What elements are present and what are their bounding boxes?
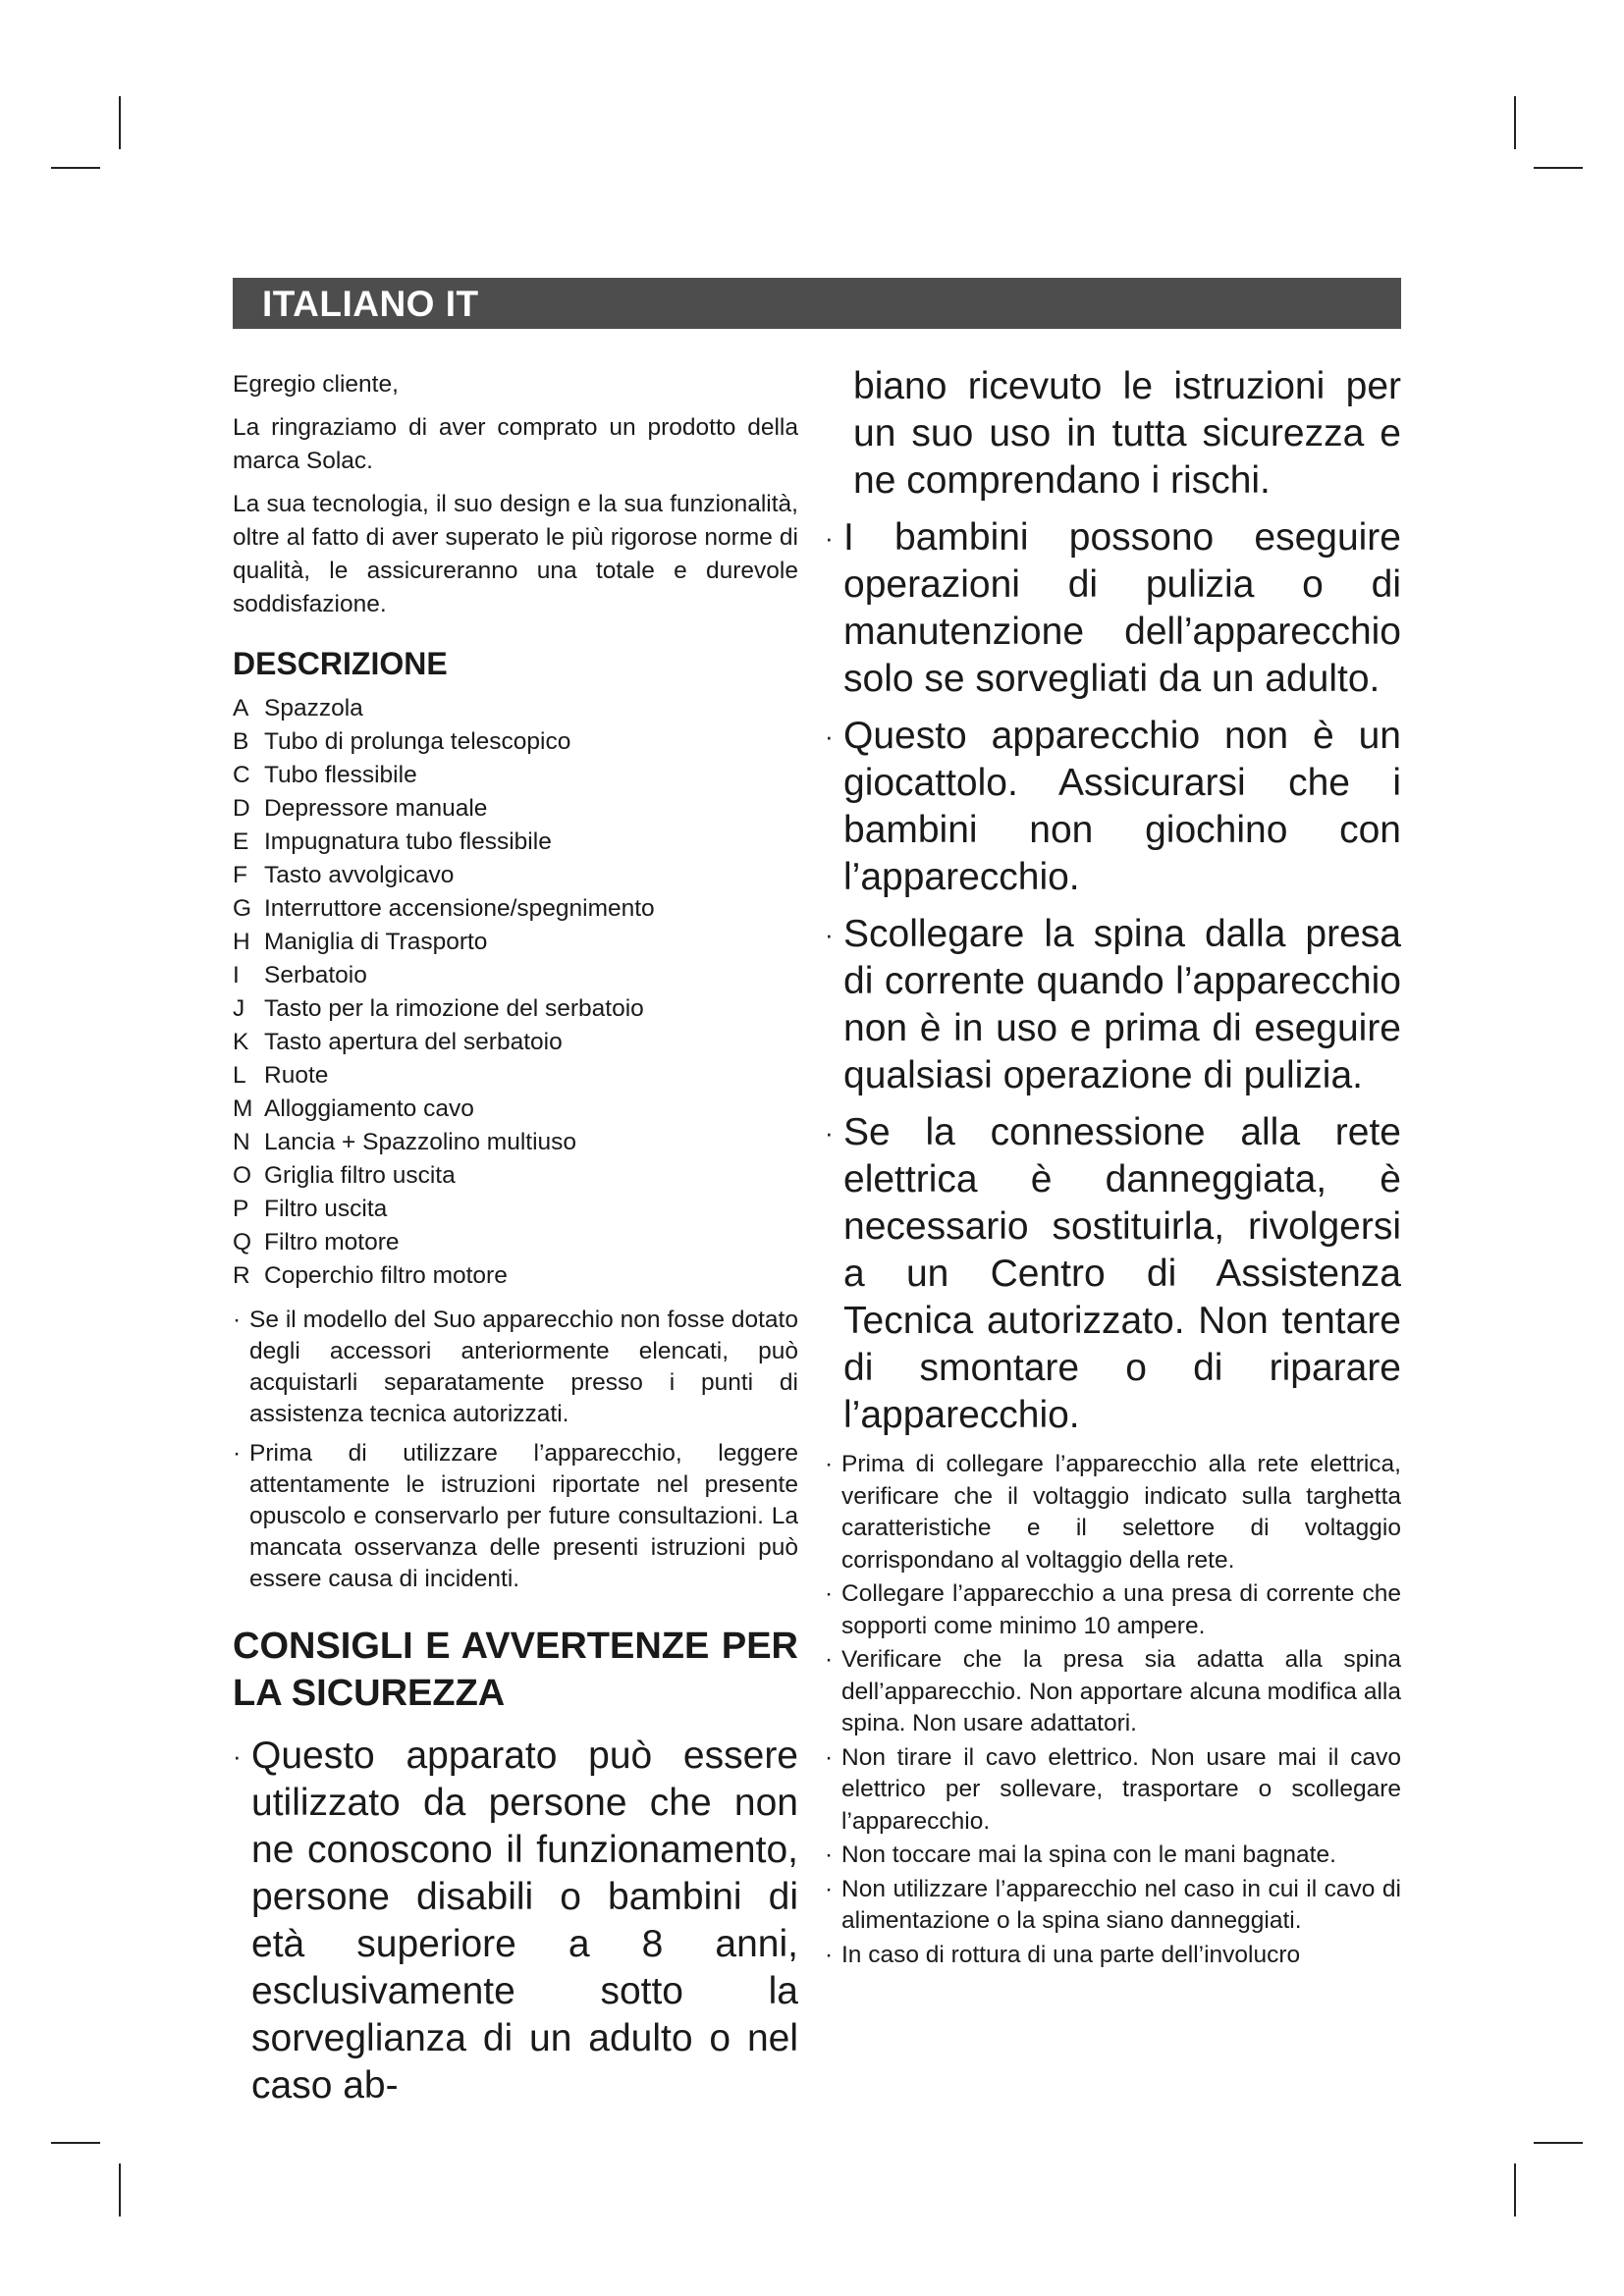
item-letter: P (233, 1196, 249, 1222)
crop-mark (51, 2142, 100, 2144)
item-letter: M (233, 1095, 253, 1122)
description-item (233, 1193, 798, 1226)
description-item (233, 992, 798, 1026)
item-letter: J (233, 995, 245, 1022)
crop-mark (1514, 96, 1516, 149)
item-text: Interruttore accensione/spegnimento (264, 895, 655, 922)
description-item (233, 859, 798, 892)
safety-item (825, 1940, 1401, 1972)
description-item (233, 1159, 798, 1193)
bullet-icon: · (825, 920, 834, 949)
description-item (233, 759, 798, 792)
bullet-icon: · (825, 1743, 834, 1771)
safety-item-text: Non toccare mai la spina con le mani bagnate. (841, 1842, 1336, 1868)
item-text: Tasto per la rimozione del serbatoio (264, 995, 644, 1022)
item-letter: I (233, 962, 240, 988)
bullet-icon: · (825, 1941, 834, 1968)
crop-mark (119, 96, 121, 149)
safety-list-large (825, 514, 1401, 1439)
description-item (233, 1259, 798, 1293)
item-letter: G (233, 895, 252, 922)
description-item (233, 892, 798, 926)
item-text: Tasto apertura del serbatoio (264, 1029, 563, 1055)
safety-item-text: Prima di collegare l’apparecchio alla rete elettrica, verificare che il voltaggio indicato sulla targhetta caratteristiche e il selettore di voltaggio corrispondano al voltaggio della rete. (841, 1451, 1401, 1574)
item-text: Alloggiamento cavo (264, 1095, 474, 1122)
item-letter: K (233, 1029, 249, 1055)
note-text: Se il modello del Suo apparecchio non fosse dotato degli accessori anteriormente elencati, può acquistarli separatamente presso i punti di assistenza tecnica autorizzati. (249, 1307, 798, 1427)
item-letter: B (233, 728, 249, 755)
bullet-icon: · (825, 523, 834, 553)
crop-mark (119, 2163, 121, 2216)
crop-mark (1534, 167, 1583, 169)
note-item (233, 1438, 798, 1595)
safety-item-text: I bambini possono eseguire operazioni di pulizia o di manutenzione dell’apparecchio solo se sorvegliati da un adulto. (843, 516, 1401, 700)
language-header-title: ITALIANO IT (262, 284, 479, 324)
safety-item (825, 1840, 1401, 1872)
item-text: Filtro uscita (264, 1196, 388, 1222)
crop-mark (1534, 2142, 1583, 2144)
bullet-icon: · (825, 1875, 834, 1902)
description-item (233, 926, 798, 959)
bullet-icon: · (825, 1451, 834, 1477)
item-text: Spazzola (264, 695, 363, 721)
safety-item (825, 1644, 1401, 1740)
safety-item (825, 1874, 1401, 1938)
safety-item (825, 911, 1401, 1099)
item-letter: L (233, 1062, 246, 1089)
safety-item-text: Collegare l’apparecchio a una presa di corrente che sopporti come minimo 10 ampere. (841, 1580, 1401, 1639)
intro-paragraph: La sua tecnologia, il suo design e la sua funzionalità, oltre al fatto di aver superato le più rigorose norme di qualità, le assicureranno una totale e durevole soddisfazione. (233, 491, 798, 617)
safety-list-small (825, 1449, 1401, 1971)
left-column (233, 368, 798, 2119)
bullet-icon: · (233, 1741, 242, 1771)
safety-item (825, 1578, 1401, 1642)
safety-item-text: Verificare che la presa sia adatta alla spina dell’apparecchio. Non apportare alcuna modifica alla spina. Non usare adattatori. (841, 1646, 1401, 1736)
item-letter: F (233, 862, 247, 888)
item-letter: Q (233, 1229, 252, 1255)
description-list (233, 692, 798, 1293)
item-text: Maniglia di Trasporto (264, 929, 488, 955)
safety-item (233, 1733, 798, 2109)
item-text: Filtro motore (264, 1229, 400, 1255)
description-item (233, 1226, 798, 1259)
bullet-icon: · (825, 1118, 834, 1148)
description-item (233, 792, 798, 826)
description-item (233, 959, 798, 992)
description-item (233, 826, 798, 859)
safety-item (825, 1449, 1401, 1576)
item-text: Tubo di prolunga telescopico (264, 728, 571, 755)
item-letter: O (233, 1162, 252, 1189)
item-text: Tubo flessibile (264, 762, 417, 788)
bullet-icon: · (825, 1842, 834, 1868)
item-text: Serbatoio (264, 962, 367, 988)
greeting: Egregio cliente, (233, 371, 399, 398)
item-letter: A (233, 695, 249, 721)
item-text: Griglia filtro uscita (264, 1162, 456, 1189)
safety-item-text: Se la connessione alla rete elettrica è danneggiata, è necessario sostituirla, rivolgersi a un Centro di Assistenza Tecnica autorizzato. Non tentare di smontare o di riparare l’apparecchio. (843, 1111, 1401, 1436)
item-letter: D (233, 795, 250, 822)
safety-item (825, 1109, 1401, 1439)
safety-item-text: Questo apparato può essere utilizzato da persone che non ne conoscono il funzionamento, persone disabili o bambini di età superiore a 8 anni, esclusivamente sotto la sorveglianza di un adulto o nel caso ab- (251, 1735, 798, 2107)
description-item (233, 1059, 798, 1093)
item-letter: R (233, 1262, 250, 1289)
item-letter: E (233, 828, 249, 855)
bullet-icon: · (233, 1307, 242, 1333)
item-letter: N (233, 1129, 250, 1155)
item-letter: H (233, 929, 250, 955)
description-item (233, 1126, 798, 1159)
item-text: Impugnatura tubo flessibile (264, 828, 552, 855)
safety-item-text: Non utilizzare l’apparecchio nel caso in cui il cavo di alimentazione o la spina siano danneggiati. (841, 1875, 1401, 1934)
description-item (233, 692, 798, 725)
language-header-bar (233, 278, 1401, 329)
safety-item-text: Non tirare il cavo elettrico. Non usare mai il cavo elettrico per sollevare, trasportare o scollegare l’apparecchio. (841, 1743, 1401, 1835)
bullet-icon: · (825, 1646, 834, 1673)
bullet-icon: · (825, 721, 834, 751)
crop-mark (51, 167, 100, 169)
safety-list-start (233, 1733, 798, 2109)
item-text: Ruote (264, 1062, 329, 1089)
safety-item-text: Scollegare la spina dalla presa di corrente quando l’apparecchio non è in uso e prima di eseguire qualsiasi operazione di pulizia. (843, 913, 1401, 1096)
item-text: Lancia + Spazzolino multiuso (264, 1129, 577, 1155)
intro-paragraph: La ringraziamo di aver comprato un prodotto della marca Solac. (233, 414, 798, 474)
item-text: Depressore manuale (264, 795, 488, 822)
bullet-icon: · (233, 1440, 242, 1467)
note-text: Prima di utilizzare l’apparecchio, leggere attentamente le istruzioni riportate nel presente opuscolo e conservarlo per future consultazioni. La mancata osservanza delle presenti istruzioni può essere causa di incidenti. (249, 1440, 798, 1592)
note-item (233, 1305, 798, 1430)
description-notes (233, 1305, 798, 1595)
safety-item (825, 713, 1401, 901)
safety-item (825, 514, 1401, 703)
description-item (233, 725, 798, 759)
safety-item (825, 1742, 1401, 1839)
item-text: Coperchio filtro motore (264, 1262, 508, 1289)
right-column (825, 363, 1401, 1973)
item-text: Tasto avvolgicavo (264, 862, 455, 888)
crop-mark (1514, 2163, 1516, 2216)
safety-item-text: In caso di rottura di una parte dell’involucro (841, 1941, 1301, 1968)
safety-item-text: Questo apparecchio non è un giocattolo. Assicurarsi che i bambini non giochino con l’apparecchio. (843, 715, 1401, 898)
item-letter: C (233, 762, 250, 788)
safety-heading: CONSIGLI E AVVERTENZE PER LA SICUREZZA (233, 1626, 798, 1714)
description-item (233, 1093, 798, 1126)
description-heading: DESCRIZIONE (233, 646, 448, 681)
safety-item-continuation: biano ricevuto le istruzioni per un suo uso in tutta sicurezza e ne comprendano i rischi. (853, 365, 1401, 502)
description-item (233, 1026, 798, 1059)
bullet-icon: · (825, 1580, 834, 1607)
